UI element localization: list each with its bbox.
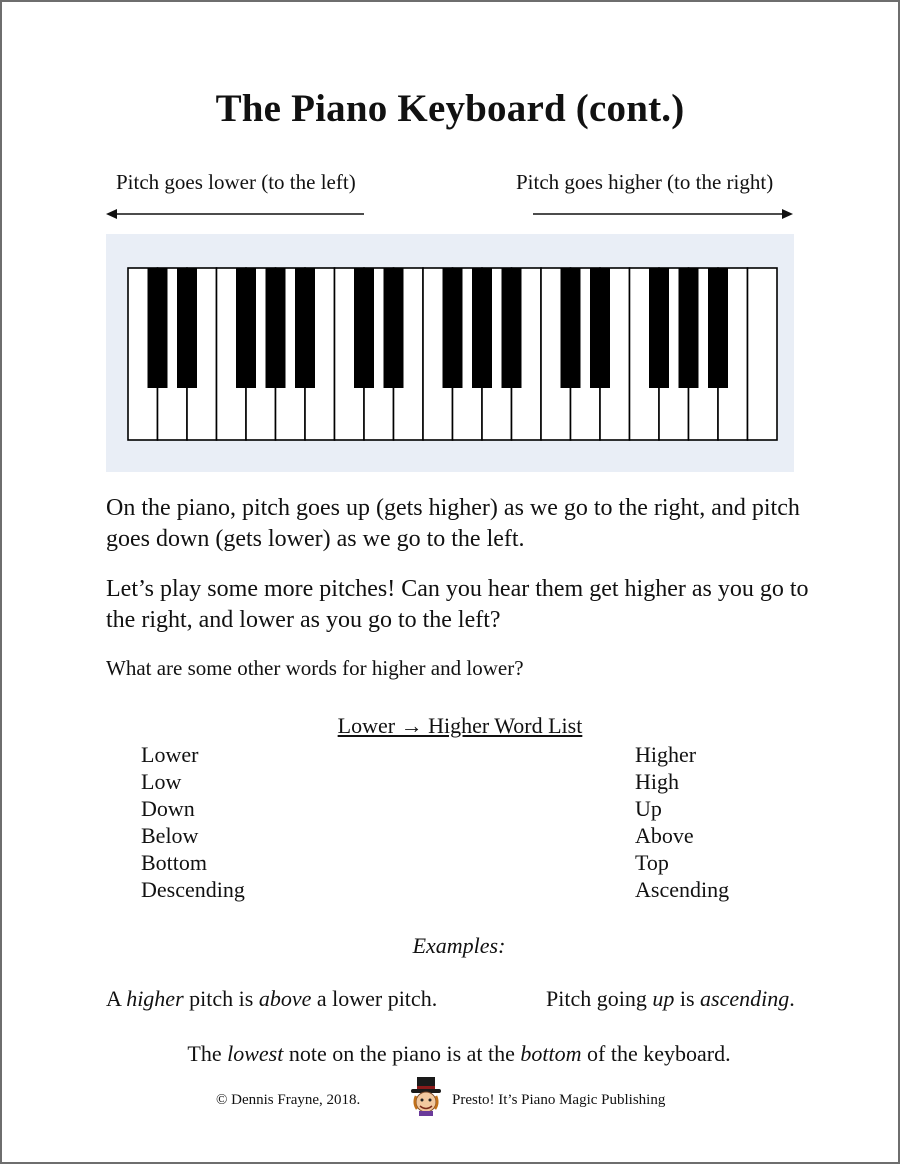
example-lowest-bottom: [0, 1041, 900, 1067]
example-emphasis: bottom: [520, 1041, 582, 1066]
black-key: [295, 268, 315, 388]
example-text: A: [106, 986, 127, 1011]
black-key: [384, 268, 404, 388]
example-emphasis: lowest: [227, 1041, 284, 1066]
example-up-ascending: [546, 986, 795, 1012]
pitch-higher-label: Pitch goes higher (to the right): [516, 170, 774, 194]
higher-word: Above: [635, 823, 694, 848]
lower-word: Below: [141, 823, 199, 848]
white-key: [748, 268, 778, 440]
top-hat-mascot-icon: [407, 1076, 445, 1116]
higher-word: Up: [635, 796, 662, 821]
page-title: The Piano Keyboard (cont.): [215, 87, 685, 130]
higher-words-column: [635, 741, 729, 903]
left-arrow-icon: [106, 206, 368, 222]
lower-word: Low: [141, 769, 182, 794]
example-emphasis: above: [258, 986, 312, 1011]
black-key: [679, 268, 699, 388]
examples-heading: Examples:: [412, 933, 506, 958]
lower-words-column: [141, 741, 245, 903]
black-key: [561, 268, 581, 388]
lower-word: Descending: [141, 877, 245, 902]
example-text: pitch is: [183, 986, 259, 1011]
black-key: [649, 268, 669, 388]
example-text: a lower pitch.: [311, 986, 438, 1011]
higher-word: Higher: [635, 742, 697, 767]
example-emphasis: up: [652, 986, 675, 1011]
word-list-title: Lower → Higher Word List: [337, 713, 583, 738]
black-key: [148, 268, 168, 388]
right-arrow-icon: [533, 206, 795, 222]
black-key: [266, 268, 286, 388]
higher-word: Top: [635, 850, 669, 875]
black-key: [443, 268, 463, 388]
example-text: note on the piano is at the: [283, 1041, 521, 1066]
black-key: [472, 268, 492, 388]
black-key: [236, 268, 256, 388]
lower-word: Bottom: [141, 850, 208, 875]
example-text: Pitch going: [546, 986, 653, 1011]
black-key: [354, 268, 374, 388]
piano-keyboard: [106, 234, 794, 472]
example-emphasis: ascending: [700, 986, 790, 1011]
paragraph-pitch-direction: On the piano, pitch goes up (gets higher) as we go to the right, and pitch goes down (gets lower) as we go to the left.: [106, 495, 800, 552]
pitch-lower-label: Pitch goes lower (to the left): [116, 170, 356, 194]
higher-word: Ascending: [635, 877, 730, 902]
example-text: .: [789, 986, 795, 1011]
copyright-text: © Dennis Frayne, 2018.: [216, 1092, 361, 1108]
publisher-text: Presto! It’s Piano Magic Publishing: [452, 1092, 666, 1108]
lower-word: Lower: [141, 742, 199, 767]
example-text: of the keyboard.: [581, 1041, 731, 1066]
black-key: [708, 268, 728, 388]
black-key: [590, 268, 610, 388]
black-key: [177, 268, 197, 388]
higher-word: High: [635, 769, 679, 794]
example-text: The: [187, 1041, 228, 1066]
example-text: is: [674, 986, 701, 1011]
paragraph-play-pitches: Let’s play some more pitches! Can you hear them get higher as you go to the right, and lower as you go to the left?: [106, 576, 809, 633]
lower-word: Down: [141, 796, 195, 821]
question-other-words: What are some other words for higher and lower?: [106, 656, 524, 680]
example-higher-above: [106, 986, 437, 1012]
black-key: [502, 268, 522, 388]
example-emphasis: higher: [126, 986, 184, 1011]
